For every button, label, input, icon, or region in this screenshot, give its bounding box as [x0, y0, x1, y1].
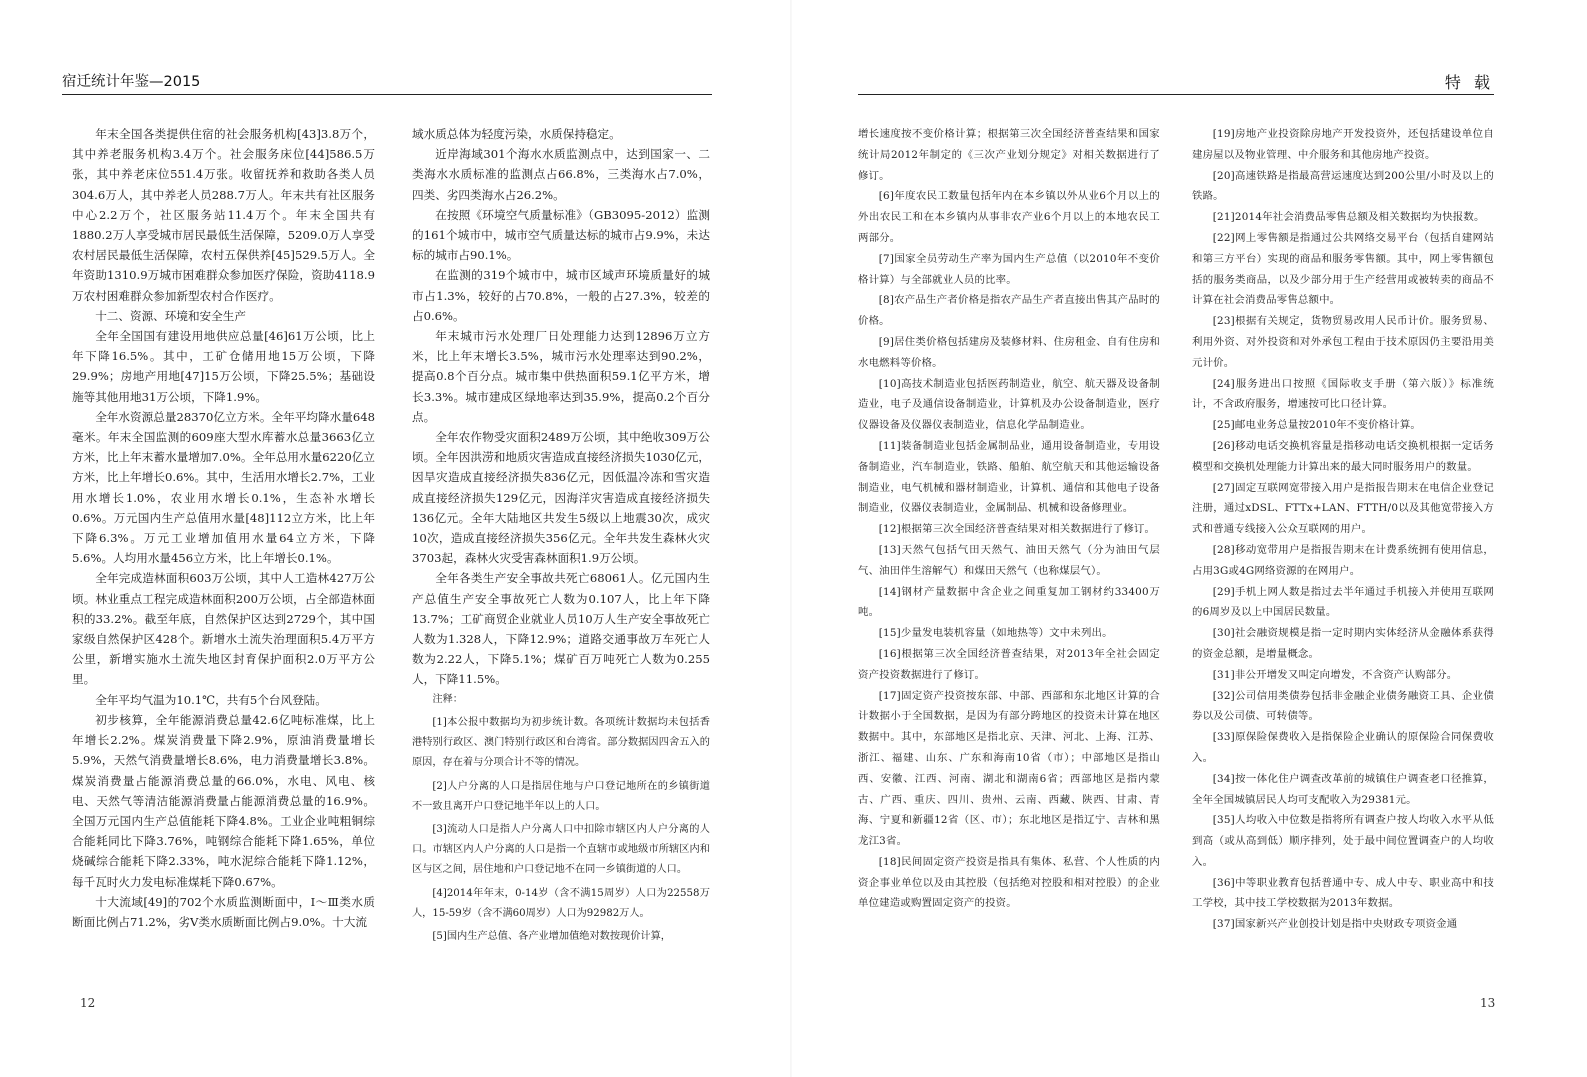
note: [9]居住类价格包括建房及装修材料、住房租金、自有住房和水电燃料等价格。: [858, 335, 1160, 369]
right-page-header: 特 载: [858, 70, 1494, 95]
note: [24]服务进出口按照《国际收支手册（第六版）》标准统计，不含政府服务，增速按可比口径计算。: [1192, 377, 1494, 411]
note: [32]公司信用类债券包括非金融企业债务融资工具、企业债券以及公司债、可转债等。: [1192, 689, 1494, 723]
paragraph: 十大流域[49]的702个水质监测断面中，Ⅰ～Ⅲ类水质断面比例占71.2%，劣Ⅴ类水质断面比例占9.0%。十大流: [72, 894, 375, 929]
paragraph: 全年全国国有建设用地供应总量[46]61万公顷，比上年下降16.5%。其中，工矿仓储用地15万公顷，下降29.9%；房地产用地[47]15万公顷，下降25.5%；基础设施等其他用地31万公顷，下降1.9%。: [72, 329, 375, 404]
paragraph: 在监测的319个城市中，城市区域声环境质量好的城市占1.3%，较好的占70.8%，一般的占27.3%，较差的占0.6%。: [412, 268, 710, 323]
note: [28]移动宽带用户是指报告期末在计费系统拥有使用信息，占用3G或4G网络资源的在网用户。: [1192, 543, 1494, 577]
note: [11]装备制造业包括金属制品业，通用设备制造业，专用设备制造业，汽车制造业，铁路、船舶、航空航天和其他运输设备制造业，电气机械和器材制造业，计算机、通信和其他电子设备制造业，仪器仪表制造业，金属制品、机械和设备修理业。: [858, 439, 1160, 515]
spread-gutter: [790, 0, 792, 1077]
left-page-header: 宿迁统计年鉴—2015: [62, 70, 712, 95]
note: [29]手机上网人数是指过去半年通过手机接入并使用互联网的6周岁及以上中国居民数量。: [1192, 585, 1494, 619]
note: [12]根据第三次全国经济普查结果对相关数据进行了修订。: [878, 523, 1156, 536]
paragraph: 全年农作物受灾面积2489万公顷，其中绝收309万公顷。全年因洪涝和地质灾害造成直接经济损失1030亿元，因旱灾造成直接经济损失836亿元，因低温冷冻和雪灾造成直接经济损失129亿元，因海洋灾害造成直接经济损失136亿元。全年大陆地区共发生5级以上地震30次，成灾10次，造成直接经济损失356亿元。全年共发生森林火灾3703起，森林火灾受害森林面积1.9万公顷。: [412, 430, 710, 566]
note: [35]人均收入中位数是指将所有调查户按人均收入水平从低到高（或从高到低）顺序排列，处于最中间位置调查户的人均收入。: [1192, 814, 1494, 868]
right-column-1: [858, 124, 1160, 964]
page-number-right: 13: [1480, 996, 1496, 1010]
note: [1]本公报中数据均为初步统计数。各项统计数据均未包括香港特别行政区、澳门特别行政区和台湾省。部分数据因四舍五入的原因，存在着与分项合计不等的情况。: [412, 716, 710, 769]
right-column-2: [1192, 124, 1494, 964]
note: [3]流动人口是指人户分离人口中扣除市辖区内人户分离的人口。市辖区内人户分离的人口是指一个直辖市或地级市所辖区内和区与区之间，居住地和户口登记地不在同一乡镇街道的人口。: [412, 823, 710, 876]
paragraph: 初步核算，全年能源消费总量42.6亿吨标准煤，比上年增长2.2%。煤炭消费量下降2.9%，原油消费量增长5.9%，天然气消费量增长8.6%，电力消费量增长3.8%。煤炭消费量占能源消费总量的66.0%，水电、风电、核电、天然气等清洁能源消费量占能源消费总量的16.9%。全国万元国内生产总值能耗下降4.8%。工业企业吨粗铜综合能耗同比下降3.76%，吨钢综合能耗下降1.65%，单位烧碱综合能耗下降2.33%，吨水泥综合能耗下降1.12%，每千瓦时火力发电标准煤耗下降0.67%。: [72, 712, 375, 889]
note: [16]根据第三次全国经济普查结果，对2013年全社会固定资产投资数据进行了修订。: [858, 647, 1160, 681]
note: [6]年度农民工数量包括年内在本乡镇以外从业6个月以上的外出农民工和在本乡镇内从事非农产业6个月以上的本地农民工两部分。: [858, 190, 1160, 244]
note: [31]非公开增发又叫定向增发，不含资产认购部分。: [1212, 668, 1458, 681]
paragraph: 年末全国各类提供住宿的社会服务机构[43]3.8万个，其中养老服务机构3.4万个。社会服务床位[44]586.5万张，其中养老床位551.4万张。收留抚养和救助各类人员304.6万人，其中养老人员288.7万人。年末共有社区服务中心2.2万个，社区服务站11.4万个。年末全国共有1880.2万人享受城市居民最低生活保障，5209.0万人享受农村居民最低生活保障，农村五保供养[45]529.5万人。全年资助1310.9万城市困难群众参加医疗保险，资助4118.9万农村困难群众参加新型农村合作医疗。: [72, 127, 375, 303]
note: [22]网上零售额是指通过公共网络交易平台（包括自建网站和第三方平台）实现的商品和服务零售额。其中，网上零售额包括的服务类商品，以及少部分用于生产经营用或被转卖的商品不计算在社会消费品零售总额中。: [1192, 231, 1494, 307]
note: [4]2014年年末，0-14岁（含不满15周岁）人口为22558万人，15-59岁（含不满60周岁）人口为92982万人。: [412, 887, 710, 919]
section-heading: 十二、资源、环境和安全生产: [95, 308, 246, 323]
paragraph: 域水质总体为轻度污染，水质保持稳定。: [412, 127, 621, 141]
notes-heading: 注释：: [432, 693, 463, 705]
paragraph: 全年平均气温为10.1℃，共有5个台风登陆。: [95, 692, 327, 707]
note: [30]社会融资规模是指一定时期内实体经济从金融体系获得的资金总额，是增量概念。: [1192, 627, 1494, 660]
note: [25]邮电业务总量按2010年不变价格计算。: [1212, 419, 1422, 432]
note: [18]民间固定资产投资是指具有集体、私营、个人性质的内资企事业单位以及由其控股（包括绝对控股和相对控股）的企业单位建造或购置固定资产的投资。: [858, 855, 1160, 910]
note: [36]中等职业教育包括普通中专、成人中专、职业高中和技工学校，其中技工学校数据为2013年数据。: [1192, 876, 1494, 910]
note: [37]国家新兴产业创投计划是指中央财政专项资金通: [1212, 918, 1458, 931]
note: [33]原保险保费收入是指保险企业确认的原保险合同保费收入。: [1192, 731, 1494, 764]
page-number-left: 12: [80, 996, 96, 1010]
note: [21]2014年社会消费品零售总额及相关数据均为快报数。: [1212, 211, 1485, 224]
note: [5]国内生产总值、各产业增加值绝对数按现价计算，: [432, 930, 671, 942]
note: [10]高技术制造业包括医药制造业，航空、航天器及设备制造业，电子及通信设备制造业，计算机及办公设备制造业，医疗仪器设备及仪器仪表制造业，信息化学品制造业。: [858, 377, 1160, 432]
paragraph: 全年各类生产安全事故共死亡68061人。亿元国内生产总值生产安全事故死亡人数为0.107人，比上年下降13.7%；工矿商贸企业就业人员10万人生产安全事故死亡人数为1.328人，下降12.9%；道路交通事故万车死亡人数为2.22人，下降5.1%；煤矿百万吨死亡人数为0.255人，下降11.5%。: [412, 571, 710, 687]
note: [7]国家全员劳动生产率为国内生产总值（以2010年不变价格计算）与全部就业人员的比率。: [858, 252, 1160, 286]
note: 增长速度按不变价格计算；根据第三次全国经济普查结果和国家统计局2012年制定的《三次产业划分规定》对相关数据进行了修订。: [858, 128, 1160, 182]
paragraph: 全年水资源总量28370亿立方米。全年平均降水量648毫米。年末全国监测的609座大型水库蓄水总量3663亿立方米，比上年末蓄水量增加7.0%。全年总用水量6220亿立方米，比上年增长0.6%。其中，生活用水增长2.7%，工业用水增长1.0%，农业用水增长0.1%，生态补水增长0.6%。万元国内生产总值用水量[48]112立方米，比上年下降6.3%。万元工业增加值用水量64立方米，下降5.6%。人均用水量456立方米，比上年增长0.1%。: [72, 409, 375, 566]
paragraph: 近岸海域301个海水水质监测点中，达到国家一、二类海水水质标准的监测点占66.8%，三类海水占7.0%，四类、劣四类海水占26.2%。: [412, 147, 710, 202]
note: [17]固定资产投资按东部、中部、西部和东北地区计算的合计数据小于全国数据，是因为有部分跨地区的投资未计算在地区数据中。其中，东部地区是指北京、天津、河北、上海、江苏、浙江、福建、山东、广东和海南10省（市）；中部地区是指山西、安徽、江西、河南、湖北和湖南6省；西部地区是指内蒙古、广西、重庆、四川、贵州、云南、西藏、陕西、甘肃、青海、宁夏和新疆12省（区、市）；东北地区是指辽宁、吉林和黑龙江3省。: [858, 689, 1160, 848]
note: [2]人户分离的人口是指居住地与户口登记地所在的乡镇街道不一致且离开户口登记地半年以上的人口。: [412, 780, 710, 812]
note: [23]根据有关规定，货物贸易改用人民币计价。服务贸易、利用外资、对外投资和对外承包工程由于技术原因仍主要沿用美元计价。: [1192, 315, 1494, 369]
note: [27]固定互联网宽带接入用户是指报告期末在电信企业登记注册，通过xDSL、FTTx+LAN、FTTH/0以及其他宽带接入方式和普通专线接入公众互联网的用户。: [1192, 481, 1494, 536]
paragraph: 全年完成造林面积603万公顷，其中人工造林427万公顷。林业重点工程完成造林面积200万公顷，占全部造林面积的33.2%。截至年底，自然保护区达到2729个，其中国家级自然保护区428个。新增水土流失治理面积5.4万平方公里，新增实施水土流失地区封育保护面积2.0万平方公里。: [72, 571, 375, 687]
paragraph: 年末城市污水处理厂日处理能力达到12896万立方米，比上年末增长3.5%，城市污水处理率达到90.2%，提高0.8个百分点。城市集中供热面积59.1亿平方米，增长3.3%。城市建成区绿地率达到35.9%，提高0.2个百分点。: [412, 329, 710, 424]
paragraph: 在按照《环境空气质量标准》（GB3095-2012）监测的161个城市中，城市空气质量达标的城市占9.9%，未达标的城市占90.1%。: [412, 207, 710, 263]
notes-block: [412, 690, 710, 947]
note: [20]高速铁路是指最高营运速度达到200公里/小时及以上的铁路。: [1192, 169, 1494, 203]
note: [26]移动电话交换机容量是指移动电话交换机根据一定话务模型和交换机处理能力计算出来的最大同时服务用户的数量。: [1192, 439, 1494, 473]
note: [8]农产品生产者价格是指农产品生产者直接出售其产品时的价格。: [858, 294, 1160, 328]
left-column-1: [72, 124, 375, 984]
note: [15]少量发电装机容量（如地热等）文中未列出。: [878, 627, 1113, 640]
note: [14]钢材产量数据中含企业之间重复加工钢材约33400万吨。: [858, 585, 1160, 619]
note: [13]天然气包括气田天然气、油田天然气（分为油田气层气、油田伴生溶解气）和煤田天然气（也称煤层气）。: [858, 543, 1160, 577]
note: [19]房地产业投资除房地产开发投资外，还包括建设单位自建房屋以及物业管理、中介服务和其他房地产投资。: [1192, 128, 1494, 161]
note: [34]按一体化住户调查改革前的城镇住户调查老口径推算，全年全国城镇居民人均可支配收入为29381元。: [1192, 772, 1494, 806]
left-column-2: [412, 124, 710, 984]
